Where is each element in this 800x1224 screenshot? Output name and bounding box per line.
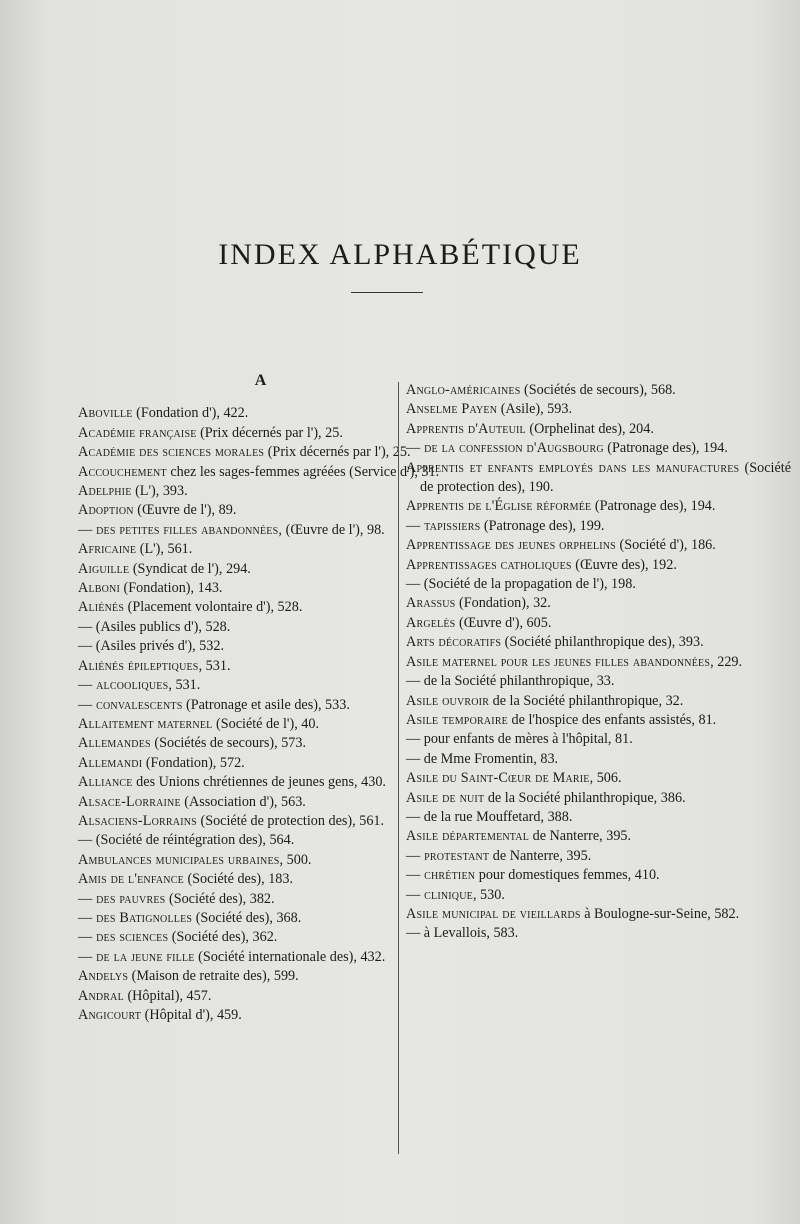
entry-text: — de la Société philanthropique, 33. (406, 673, 615, 690)
entry-keyword: Allemandes (78, 735, 151, 752)
entry-text: (Patronage des), 194. (603, 440, 728, 457)
index-entry (406, 536, 791, 555)
entry-text: de la Société philanthropique, 32. (489, 692, 684, 709)
entry-text: (Société des), 183. (183, 871, 294, 888)
entry-keyword: — convalescents (78, 696, 183, 713)
entry-keyword: Amis de l'enfance (78, 871, 184, 888)
entry-text: (Patronage et asile des), 533. (182, 696, 350, 713)
right-column (406, 381, 791, 944)
entry-text: (Maison de retraite des), 599. (128, 968, 299, 985)
entry-text: chez les sages-femmes agréées (Service d'), 31. (166, 463, 440, 480)
entry-keyword: Asile de nuit (406, 789, 485, 806)
entry-keyword: Aliénés épileptiques (78, 657, 199, 674)
index-entry (406, 575, 791, 594)
index-entry (406, 905, 791, 924)
index-entry (406, 653, 791, 672)
index-entry (78, 967, 463, 986)
index-entry (406, 381, 791, 400)
index-entry (406, 594, 791, 613)
index-entry (406, 439, 791, 458)
entry-keyword: Aboville (78, 405, 133, 422)
entry-text: , 531. (198, 657, 231, 674)
entry-keyword: Apprentissage des jeunes orphelins (406, 537, 616, 554)
entry-keyword: Arts décoratifs (406, 634, 502, 651)
entry-text: (Sociétés de secours), 568. (520, 382, 676, 398)
entry-keyword: Académie française (78, 424, 197, 441)
entry-text: (Sociétés de secours), 573. (150, 735, 307, 752)
entry-text: de Nanterre, 395. (489, 847, 592, 864)
entry-keyword: Africaine (78, 541, 137, 558)
entry-text: (L'), 393. (131, 483, 188, 500)
index-entry (78, 948, 463, 967)
entry-text: (Syndicat de l'), 294. (129, 560, 251, 577)
entry-keyword: — chrétien (406, 867, 476, 884)
entry-text: de l'hospice des enfants assistés, 81. (508, 711, 717, 728)
entry-text: (Société d'), 186. (615, 537, 716, 554)
index-entry (406, 633, 791, 652)
entry-text: (Société des), 362. (168, 929, 278, 946)
entry-text: de la Société philanthropique, 386. (484, 789, 686, 806)
right-entries (406, 381, 791, 944)
entry-text: , 506. (589, 770, 622, 787)
entry-keyword: Alsaciens-Lorrains (78, 812, 197, 829)
entry-keyword: — des sciences (78, 929, 169, 946)
entry-text: (Œuvre de l'), 98. (282, 521, 385, 538)
entry-text: (Fondation d'), 422. (132, 405, 249, 422)
entry-keyword: — protestant (406, 847, 490, 864)
index-entry (406, 924, 791, 943)
index-entry (406, 692, 791, 711)
entry-text: — de la rue Mouffetard, 388. (406, 808, 573, 825)
entry-keyword: Asile temporaire (406, 711, 508, 728)
entry-text: (Fondation), 32. (455, 595, 551, 612)
entry-text: (Société de protection des), 561. (196, 812, 385, 829)
entry-keyword: Ambulances municipales urbaines (78, 851, 280, 868)
entry-text: des Unions chrétiennes de jeunes gens, 430. (132, 774, 386, 791)
index-entry (406, 827, 791, 846)
column-divider (398, 382, 399, 1154)
entry-text: — de Mme Fromentin, 83. (406, 750, 559, 767)
entry-text: (Fondation), 143. (120, 580, 223, 597)
entry-keyword: Apprentis de l'Église réformée (406, 498, 592, 515)
index-entry (406, 614, 791, 633)
entry-text: , 531. (168, 677, 201, 694)
entry-text: , 500. (279, 851, 312, 868)
index-entry (406, 789, 791, 808)
entry-keyword: Adelphie (78, 483, 132, 500)
index-entry (406, 672, 791, 691)
entry-text: pour domestiques femmes, 410. (475, 867, 660, 884)
entry-keyword: Apprentis et enfants employés dans les manufactures (406, 459, 740, 476)
entry-keyword: Apprentis d'Auteuil (406, 420, 526, 437)
entry-keyword: Allaitement maternel (78, 715, 213, 732)
entry-text: (Prix décernés par l'), 25. (196, 424, 343, 441)
entry-text: (L'), 561. (136, 541, 193, 558)
entry-keyword: Adoption (78, 502, 134, 519)
entry-text: (Placement volontaire d'), 528. (124, 599, 303, 616)
entry-keyword: Apprentissages catholiques (406, 556, 572, 573)
entry-text: (Hôpital), 457. (123, 987, 212, 1004)
index-entry (406, 847, 791, 866)
section-letter: A (254, 372, 267, 389)
entry-keyword: — alcooliques (78, 677, 169, 694)
title-rule (351, 292, 423, 293)
entry-keyword: Aliénés (78, 599, 125, 616)
entry-keyword: Asile maternel pour les jeunes filles abandonnées (406, 653, 711, 670)
entry-keyword: Angicourt (78, 1007, 142, 1023)
entry-text: (Patronage des), 199. (480, 517, 605, 534)
entry-text: (Orphelinat des), 204. (525, 420, 654, 437)
entry-keyword: — clinique (406, 886, 473, 903)
entry-text: (Société de protection des), 190. (420, 459, 791, 496)
entry-keyword: Alboni (78, 580, 120, 597)
entry-keyword: — de la jeune fille (78, 948, 195, 965)
index-entry (406, 459, 791, 498)
entry-text: à Boulogne-sur-Seine, 582. (580, 905, 740, 922)
entry-keyword: — des Batignolles (78, 909, 193, 926)
entry-text: (Hôpital d'), 459. (141, 1007, 242, 1023)
entry-keyword: Anglo-américaines (406, 382, 521, 398)
index-entry (406, 886, 791, 905)
entry-keyword: — des petites filles abandonnées, (78, 521, 283, 538)
entry-text: de Nanterre, 395. (529, 828, 632, 845)
entry-keyword: — de la confession d'Augsbourg (406, 440, 604, 457)
index-entry (406, 750, 791, 769)
index-entry (406, 711, 791, 730)
entry-text: — à Levallois, 583. (406, 925, 519, 942)
entry-text: (Association d'), 563. (180, 793, 306, 810)
entry-text: (Société des), 382. (165, 890, 275, 907)
entry-text: (Œuvre de l'), 89. (133, 502, 237, 519)
entry-text: , 530. (472, 886, 505, 903)
entry-text: , 229. (710, 653, 743, 670)
entry-text: — (Asiles publics d'), 528. (78, 618, 231, 635)
entry-text: (Fondation), 572. (142, 754, 245, 771)
entry-text: (Société des), 368. (192, 909, 302, 926)
entry-keyword: Asile du Saint-Cœur de Marie (406, 770, 590, 787)
entry-keyword: Accouchement (78, 463, 167, 480)
entry-keyword: — des pauvres (78, 890, 166, 907)
index-entry (406, 808, 791, 827)
entry-keyword: Alliance (78, 774, 133, 791)
page-title: INDEX ALPHABÉTIQUE (218, 238, 582, 272)
entry-keyword: Académie des sciences morales (78, 444, 265, 461)
entry-keyword: Anselme Payen (406, 401, 498, 418)
entry-text: (Asile), 593. (497, 401, 573, 418)
entry-text: — pour enfants de mères à l'hôpital, 81. (406, 731, 633, 748)
entry-text: — (Société de la propagation de l'), 198. (406, 576, 636, 593)
entry-keyword: Alsace-Lorraine (78, 793, 181, 810)
index-entry (78, 1006, 463, 1025)
entry-keyword: Argelès (406, 614, 456, 631)
index-entry (406, 517, 791, 536)
entry-text: (Prix décernés par l'), 25. (264, 444, 411, 461)
entry-keyword: Asile municipal de vieillards (406, 905, 581, 922)
index-entry (406, 730, 791, 749)
entry-text: (Société de l'), 40. (212, 715, 320, 732)
entry-keyword: Arassus (406, 595, 456, 612)
entry-keyword: Aiguille (78, 560, 130, 577)
entry-keyword: Andral (78, 987, 124, 1004)
index-entry (406, 866, 791, 885)
entry-text: (Société philanthropique des), 393. (501, 634, 704, 651)
entry-text: (Œuvre d'), 605. (455, 614, 552, 631)
entry-keyword: Allemandi (78, 754, 143, 771)
index-entry (406, 769, 791, 788)
entry-keyword: Andelys (78, 968, 129, 985)
index-entry (406, 420, 791, 439)
entry-keyword: Asile ouvroir (406, 692, 490, 709)
entry-text: (Œuvre des), 192. (571, 556, 677, 573)
entry-text: — (Asiles privés d'), 532. (78, 638, 224, 655)
entry-keyword: Asile départemental (406, 828, 530, 845)
entry-text: — (Société de réintégration des), 564. (78, 832, 295, 849)
index-entry (406, 556, 791, 575)
entry-text: (Société internationale des), 432. (194, 948, 386, 965)
entry-text: (Patronage des), 194. (591, 498, 716, 515)
index-entry (78, 987, 463, 1006)
index-entry (406, 400, 791, 419)
index-entry (406, 497, 791, 516)
entry-keyword: — tapissiers (406, 517, 481, 534)
